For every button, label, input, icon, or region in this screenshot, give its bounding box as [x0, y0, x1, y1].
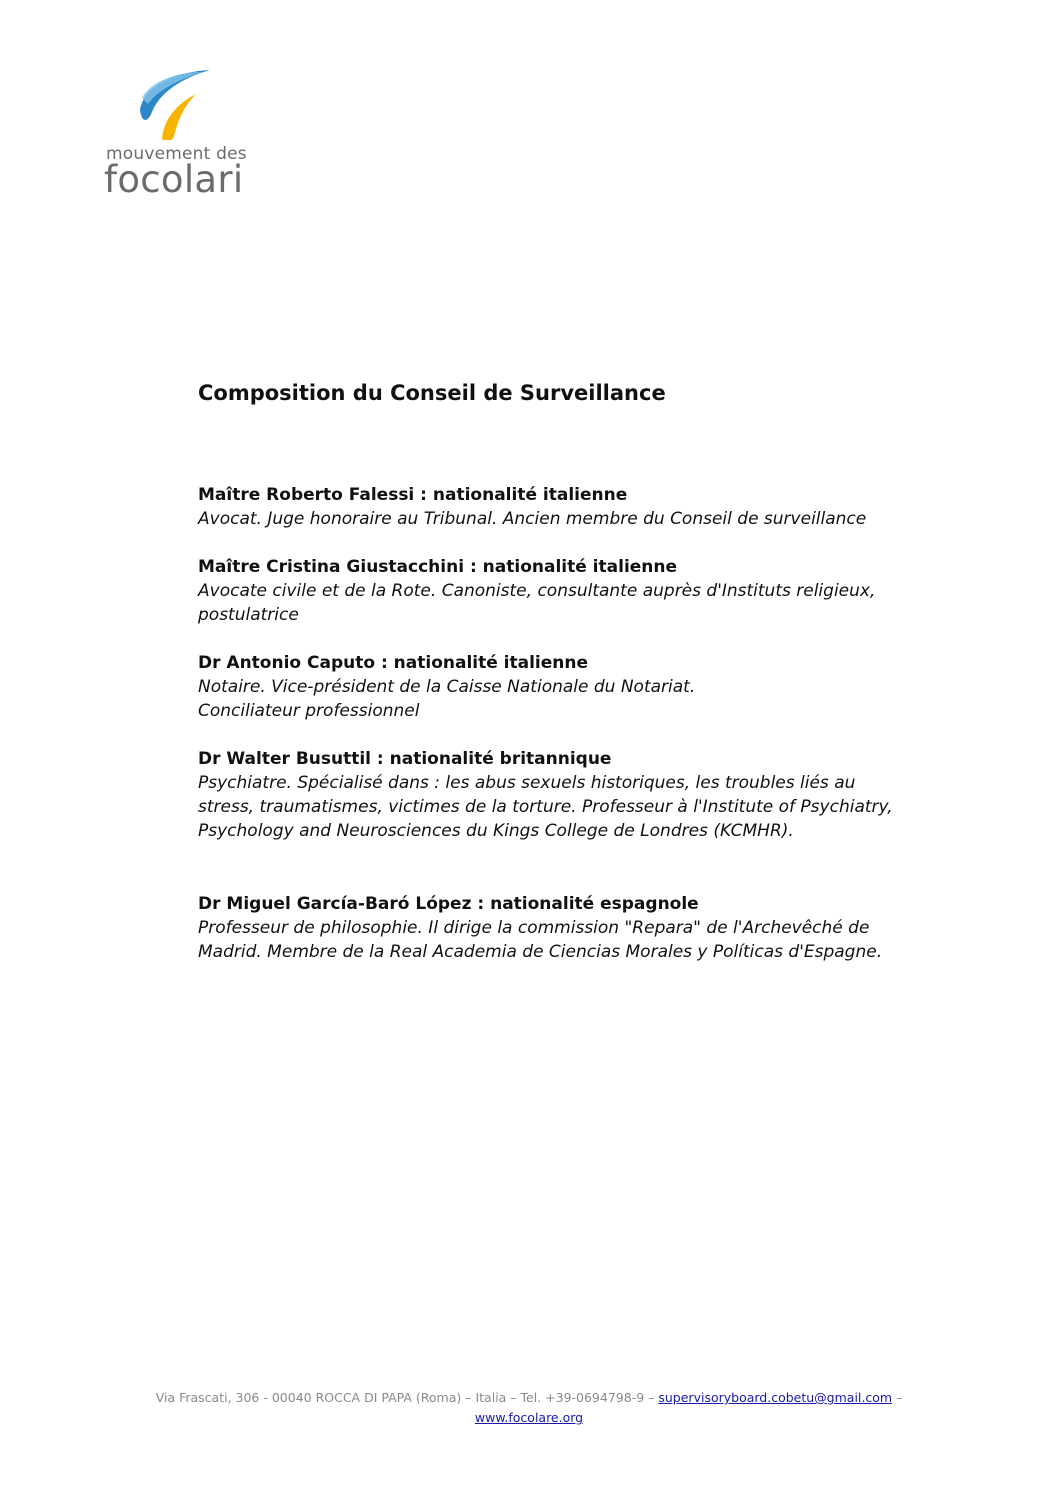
member-name: Dr Walter Busuttil : nationalité britannique [198, 749, 612, 769]
footer-separator: – [896, 1390, 903, 1405]
member-description [198, 675, 978, 723]
logo-line-mouvement: mouvement des [106, 144, 247, 164]
member-entry [198, 747, 978, 843]
member-name: Maître Cristina Giustacchini : nationalité italienne [198, 557, 678, 577]
description-line: Professeur de philosophie. Il dirige la commission "Repara" de l'Archevêché de [198, 918, 870, 938]
description-line: Avocat. Juge honoraire au Tribunal. Ancien membre du Conseil de surveillance [198, 509, 867, 529]
focolari-flame-icon [134, 68, 214, 140]
member-name: Dr Antonio Caputo : nationalité italienne [198, 653, 589, 673]
logo-line-focolari: focolari [104, 158, 244, 201]
description-line: Psychology and Neurosciences du Kings College de Londres (KCMHR). [198, 821, 794, 841]
member-entry [198, 483, 978, 531]
description-line: Notaire. Vice-président de la Caisse Nationale du Notariat. [198, 677, 696, 697]
member-name: Dr Miguel García-Baró López : nationalité espagnole [198, 894, 699, 914]
board-members-list [198, 483, 978, 988]
footer-line-1 [0, 1388, 1058, 1408]
footer-website-link[interactable]: www.focolare.org [474, 1410, 584, 1425]
member-description [198, 579, 978, 627]
member-name: Maître Roberto Falessi : nationalité italienne [198, 485, 628, 505]
document-title: Composition du Conseil de Surveillance [198, 381, 666, 405]
member-description [198, 507, 978, 531]
member-description [198, 916, 978, 964]
description-line: postulatrice [198, 605, 299, 625]
member-entry [198, 555, 978, 627]
footer-email-link[interactable]: supervisoryboard.cobetu@gmail.com [658, 1390, 893, 1405]
footer-address: Via Frascati, 306 - 00040 ROCCA DI PAPA (Roma) – Italia – Tel. +39-0694798-9 – [155, 1390, 655, 1405]
page-footer [0, 1388, 1058, 1428]
member-description [198, 771, 978, 843]
member-entry [198, 892, 978, 964]
description-line: Psychiatre. Spécialisé dans : les abus sexuels historiques, les troubles liés au [198, 773, 856, 793]
description-line: stress, traumatismes, victimes de la torture. Professeur à l'Institute of Psychiatry, [198, 797, 893, 817]
description-line: Madrid. Membre de la Real Academia de Ciencias Morales y Políticas d'Espagne. [198, 942, 883, 962]
footer-line-2 [0, 1408, 1058, 1428]
member-entry [198, 651, 978, 723]
focolari-logo [104, 68, 264, 208]
description-line: Conciliateur professionnel [198, 701, 420, 721]
description-line: Avocate civile et de la Rote. Canoniste, consultante auprès d'Instituts religieux, [198, 581, 876, 601]
